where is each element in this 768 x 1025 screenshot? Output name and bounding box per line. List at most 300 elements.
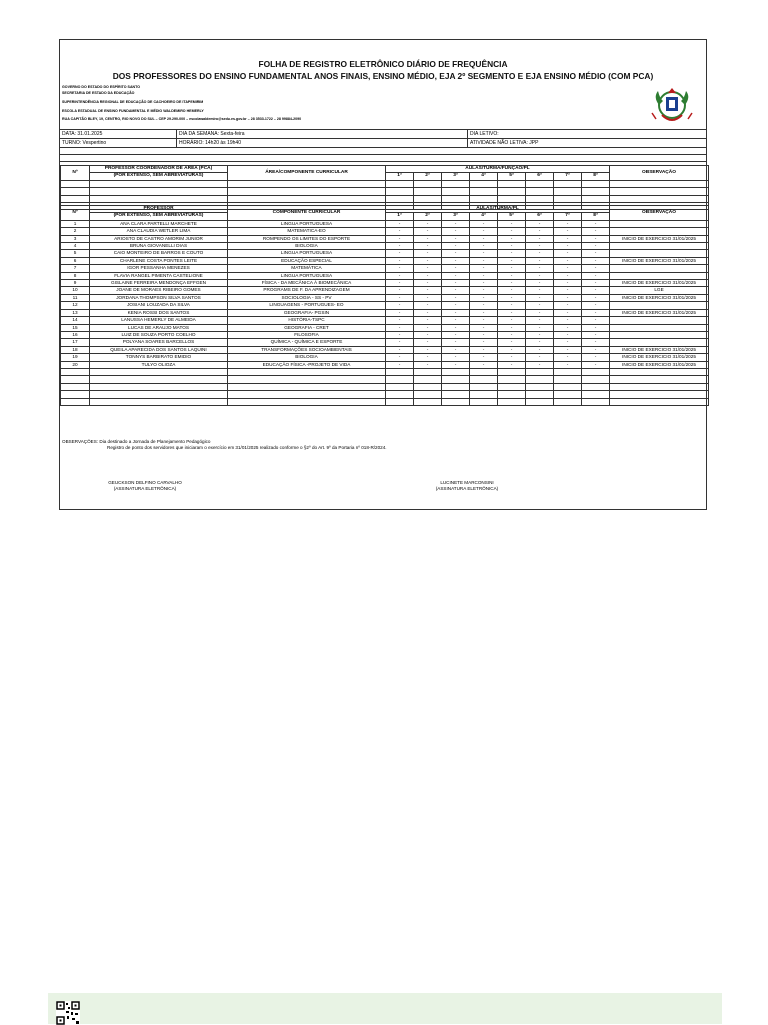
empty-cell[interactable] [414, 376, 442, 383]
period-cell[interactable]: - [470, 280, 498, 287]
period-cell[interactable]: - [470, 317, 498, 324]
empty-cell[interactable] [386, 391, 414, 398]
period-cell[interactable]: - [526, 354, 554, 361]
period-cell[interactable]: - [526, 346, 554, 353]
empty-cell[interactable] [582, 391, 610, 398]
period-cell[interactable]: - [554, 257, 582, 264]
period-cell[interactable]: - [526, 294, 554, 301]
prof-col-period-3: 3ª [442, 213, 470, 220]
period-cell[interactable]: - [414, 324, 442, 331]
empty-cell[interactable] [498, 383, 526, 390]
period-cell[interactable]: - [470, 346, 498, 353]
row-number: 19 [61, 354, 90, 361]
period-cell[interactable]: - [554, 287, 582, 294]
period-cell[interactable]: - [554, 302, 582, 309]
period-cell[interactable]: - [498, 280, 526, 287]
empty-cell[interactable] [498, 376, 526, 383]
pca-table-cell[interactable] [228, 180, 386, 187]
empty-cell[interactable] [498, 368, 526, 375]
period-cell[interactable]: - [582, 235, 610, 242]
period-cell[interactable]: - [526, 302, 554, 309]
empty-cell[interactable] [90, 368, 228, 375]
pca-table-cell[interactable] [386, 188, 414, 195]
empty-cell[interactable] [470, 376, 498, 383]
empty-cell[interactable] [442, 391, 470, 398]
period-cell[interactable]: - [386, 250, 414, 257]
period-cell[interactable]: - [414, 257, 442, 264]
period-cell[interactable]: - [442, 272, 470, 279]
period-cell[interactable]: - [554, 265, 582, 272]
period-cell[interactable]: - [386, 317, 414, 324]
empty-cell[interactable] [442, 376, 470, 383]
qr-code-icon [56, 1001, 80, 1025]
table-row [61, 324, 709, 331]
period-cell[interactable]: - [470, 265, 498, 272]
period-cell[interactable]: - [582, 272, 610, 279]
pca-table-cell[interactable] [554, 188, 582, 195]
pca-table-cell[interactable] [582, 188, 610, 195]
period-cell[interactable]: - [414, 272, 442, 279]
period-cell[interactable]: - [470, 302, 498, 309]
period-cell[interactable]: - [582, 243, 610, 250]
observation-cell [610, 339, 709, 346]
period-cell[interactable]: - [498, 331, 526, 338]
period-cell[interactable]: - [554, 235, 582, 242]
period-cell[interactable]: - [498, 243, 526, 250]
period-cell[interactable]: - [582, 346, 610, 353]
pca-col-aulas: AULAS/TURMA/FUNÇÃO/PL [386, 166, 610, 173]
period-cell[interactable]: - [414, 339, 442, 346]
period-cell[interactable]: - [498, 309, 526, 316]
table-row [61, 339, 709, 346]
period-cell[interactable]: - [582, 302, 610, 309]
period-cell[interactable]: - [386, 265, 414, 272]
empty-cell[interactable] [414, 391, 442, 398]
row-number: 8 [61, 272, 90, 279]
period-cell[interactable]: - [526, 324, 554, 331]
period-cell[interactable]: - [414, 317, 442, 324]
period-cell[interactable]: - [442, 324, 470, 331]
period-cell[interactable]: - [414, 302, 442, 309]
row-number: 3 [61, 235, 90, 242]
period-cell[interactable]: - [498, 324, 526, 331]
period-cell[interactable]: - [414, 361, 442, 368]
period-cell[interactable]: - [386, 243, 414, 250]
pca-table-cell[interactable] [90, 180, 228, 187]
empty-cell[interactable] [554, 391, 582, 398]
pca-table-cell[interactable] [470, 188, 498, 195]
empty-cell[interactable] [228, 398, 386, 405]
empty-cell[interactable] [554, 368, 582, 375]
period-cell[interactable]: - [582, 331, 610, 338]
period-cell[interactable]: - [554, 272, 582, 279]
period-cell[interactable]: - [470, 331, 498, 338]
period-cell[interactable]: - [498, 250, 526, 257]
professor-name: QUEILA APARECIDA DOS SANTOS LAQUINI [90, 346, 228, 353]
pca-table-cell[interactable] [498, 180, 526, 187]
empty-cell[interactable] [90, 391, 228, 398]
period-cell[interactable]: - [470, 228, 498, 235]
prof-col-number: Nº [61, 206, 90, 221]
period-cell[interactable]: - [582, 287, 610, 294]
period-cell[interactable]: - [582, 309, 610, 316]
period-cell[interactable]: - [470, 220, 498, 227]
pca-table-cell[interactable] [526, 195, 554, 202]
observation-cell: INICIO DE EXERCICIO 31/01/2025 [610, 354, 709, 361]
period-cell[interactable]: - [554, 220, 582, 227]
period-cell[interactable]: - [526, 331, 554, 338]
observation-cell [610, 228, 709, 235]
pca-table-cell[interactable] [442, 188, 470, 195]
empty-cell[interactable] [228, 383, 386, 390]
empty-cell[interactable] [582, 376, 610, 383]
period-cell[interactable]: - [582, 354, 610, 361]
pca-col-period-3: 3ª [442, 173, 470, 180]
period-cell[interactable]: - [414, 309, 442, 316]
pca-table-cell[interactable] [582, 180, 610, 187]
pca-table-cell[interactable] [610, 180, 709, 187]
period-cell[interactable]: - [498, 361, 526, 368]
period-cell[interactable]: - [554, 346, 582, 353]
pca-col-period-2: 2ª [414, 173, 442, 180]
row-number: 13 [61, 309, 90, 316]
sheet-subtitle: DOS PROFESSORES DO ENSINO FUNDAMENTAL ANOS FINAIS, ENSINO MÉDIO, EJA 2º SEGMENTO E EJA ENSINO MÉDIO (COM PCA) [112, 71, 654, 81]
pca-table-cell[interactable] [554, 195, 582, 202]
period-cell[interactable]: - [526, 243, 554, 250]
empty-cell[interactable] [61, 398, 90, 405]
period-cell[interactable]: - [414, 331, 442, 338]
period-cell[interactable]: - [582, 361, 610, 368]
empty-cell[interactable] [414, 368, 442, 375]
period-cell[interactable]: - [414, 250, 442, 257]
period-cell[interactable]: - [526, 361, 554, 368]
pca-table-cell[interactable] [610, 195, 709, 202]
empty-cell[interactable] [582, 368, 610, 375]
period-cell[interactable]: - [554, 324, 582, 331]
period-cell[interactable]: - [386, 228, 414, 235]
period-cell[interactable]: - [442, 302, 470, 309]
period-cell[interactable]: - [554, 250, 582, 257]
period-cell[interactable]: - [526, 257, 554, 264]
signature-left [90, 480, 200, 492]
period-cell[interactable]: - [442, 250, 470, 257]
period-cell[interactable]: - [526, 220, 554, 227]
empty-cell[interactable] [442, 368, 470, 375]
period-cell[interactable]: - [582, 257, 610, 264]
period-cell[interactable]: - [526, 280, 554, 287]
period-cell[interactable]: - [470, 354, 498, 361]
empty-cell[interactable] [386, 398, 414, 405]
period-cell[interactable]: - [442, 220, 470, 227]
curricular-component: PROGRAMS DE F. DA APRENDIZAGEM [228, 287, 386, 294]
period-cell[interactable]: - [414, 220, 442, 227]
period-cell[interactable]: - [470, 235, 498, 242]
pca-table-cell[interactable] [554, 180, 582, 187]
period-cell[interactable]: - [386, 272, 414, 279]
period-cell[interactable]: - [582, 228, 610, 235]
period-cell[interactable]: - [582, 265, 610, 272]
empty-cell[interactable] [610, 391, 709, 398]
observation-cell: LGE [610, 287, 709, 294]
pca-table-cell[interactable] [414, 195, 442, 202]
period-cell[interactable]: - [386, 235, 414, 242]
pca-table-cell[interactable] [414, 188, 442, 195]
period-cell[interactable]: - [386, 287, 414, 294]
empty-cell[interactable] [414, 383, 442, 390]
period-cell[interactable]: - [470, 324, 498, 331]
period-cell[interactable]: - [442, 235, 470, 242]
period-cell[interactable]: - [414, 294, 442, 301]
empty-cell[interactable] [554, 398, 582, 405]
pca-table-cell[interactable] [90, 188, 228, 195]
pca-table-cell[interactable] [386, 195, 414, 202]
period-cell[interactable]: - [498, 339, 526, 346]
period-cell[interactable]: - [582, 324, 610, 331]
prof-col-period-6: 6ª [526, 213, 554, 220]
pca-col-period-7: 7ª [554, 173, 582, 180]
period-cell[interactable]: - [414, 280, 442, 287]
empty-cell[interactable] [526, 383, 554, 390]
period-cell[interactable]: - [498, 346, 526, 353]
empty-cell[interactable] [470, 398, 498, 405]
pca-table-cell[interactable] [61, 180, 90, 187]
period-cell[interactable]: - [386, 280, 414, 287]
empty-cell[interactable] [61, 383, 90, 390]
period-cell[interactable]: - [442, 280, 470, 287]
period-cell[interactable]: - [386, 294, 414, 301]
empty-cell[interactable] [386, 376, 414, 383]
period-cell[interactable]: - [470, 339, 498, 346]
period-cell[interactable]: - [582, 317, 610, 324]
pca-table-cell[interactable] [61, 195, 90, 202]
period-cell[interactable]: - [526, 317, 554, 324]
period-cell[interactable]: - [526, 235, 554, 242]
period-cell[interactable]: - [526, 287, 554, 294]
period-cell[interactable]: - [526, 228, 554, 235]
empty-cell[interactable] [526, 376, 554, 383]
pca-table-cell[interactable] [386, 180, 414, 187]
period-cell[interactable]: - [526, 339, 554, 346]
row-number: 15 [61, 324, 90, 331]
period-cell[interactable]: - [414, 287, 442, 294]
period-cell[interactable]: - [386, 331, 414, 338]
period-cell[interactable]: - [414, 265, 442, 272]
period-cell[interactable]: - [442, 331, 470, 338]
pca-table-cell[interactable] [498, 188, 526, 195]
period-cell[interactable]: - [498, 287, 526, 294]
pca-table-cell[interactable] [442, 180, 470, 187]
period-cell[interactable]: - [554, 339, 582, 346]
empty-cell[interactable] [582, 398, 610, 405]
empty-cell[interactable] [90, 383, 228, 390]
empty-cell[interactable] [582, 383, 610, 390]
prof-col-observation: OBSERVAÇÃO [610, 206, 709, 221]
empty-cell[interactable] [61, 376, 90, 383]
pca-table-cell[interactable] [442, 195, 470, 202]
table-row [61, 294, 709, 301]
period-cell[interactable]: - [414, 354, 442, 361]
sheet-title: FOLHA DE REGISTRO ELETRÔNICO DIÁRIO DE FREQUÊNCIA [258, 59, 508, 69]
empty-cell[interactable] [386, 383, 414, 390]
professor-name: KENIA ROSSI DOS SANTOS [90, 309, 228, 316]
empty-cell[interactable] [610, 368, 709, 375]
empty-cell[interactable] [442, 398, 470, 405]
period-cell[interactable]: - [386, 324, 414, 331]
curricular-component: LINGUA PORTUGUESA [228, 250, 386, 257]
empty-cell[interactable] [386, 368, 414, 375]
period-cell[interactable]: - [470, 309, 498, 316]
table-row [61, 354, 709, 361]
empty-cell[interactable] [90, 398, 228, 405]
period-cell[interactable]: - [442, 309, 470, 316]
period-cell[interactable]: - [498, 317, 526, 324]
empty-cell[interactable] [610, 383, 709, 390]
period-cell[interactable]: - [526, 265, 554, 272]
period-cell[interactable]: - [386, 220, 414, 227]
period-cell[interactable]: - [442, 361, 470, 368]
period-cell[interactable]: - [442, 243, 470, 250]
period-cell[interactable]: - [442, 294, 470, 301]
empty-cell[interactable] [61, 391, 90, 398]
empty-cell[interactable] [526, 398, 554, 405]
period-cell[interactable]: - [498, 272, 526, 279]
period-cell[interactable]: - [526, 309, 554, 316]
empty-cell[interactable] [228, 368, 386, 375]
signature-right-name: LUCINETE MARCONSINI [440, 480, 494, 485]
period-cell[interactable]: - [470, 272, 498, 279]
pca-table-cell[interactable] [61, 188, 90, 195]
table-row [61, 361, 709, 368]
period-cell[interactable]: - [442, 228, 470, 235]
pca-table-cell[interactable] [610, 188, 709, 195]
period-cell[interactable]: - [554, 331, 582, 338]
empty-cell[interactable] [610, 398, 709, 405]
period-cell[interactable]: - [386, 302, 414, 309]
period-cell[interactable]: - [582, 339, 610, 346]
table-row-empty [61, 398, 709, 405]
period-cell[interactable]: - [386, 361, 414, 368]
pca-table-cell[interactable] [526, 180, 554, 187]
empty-cell[interactable] [554, 383, 582, 390]
period-cell[interactable]: - [526, 272, 554, 279]
period-cell[interactable]: - [582, 280, 610, 287]
pca-table-cell[interactable] [228, 195, 386, 202]
period-cell[interactable]: - [470, 287, 498, 294]
observation-cell [610, 302, 709, 309]
empty-cell[interactable] [498, 391, 526, 398]
table-row [61, 265, 709, 272]
pca-table-cell[interactable] [470, 180, 498, 187]
period-cell[interactable]: - [386, 354, 414, 361]
period-cell[interactable]: - [582, 220, 610, 227]
professor-name: JOSIANI LOUZADA DA SILVA [90, 302, 228, 309]
table-row-empty [61, 376, 709, 383]
period-cell[interactable]: - [442, 265, 470, 272]
period-cell[interactable]: - [470, 257, 498, 264]
period-cell[interactable]: - [442, 339, 470, 346]
pca-table-cell[interactable] [526, 188, 554, 195]
empty-cell[interactable] [470, 368, 498, 375]
date-value: DATA: 31.01.2025 [62, 131, 103, 137]
pca-table-cell[interactable] [582, 195, 610, 202]
period-cell[interactable]: - [414, 228, 442, 235]
period-cell[interactable]: - [554, 354, 582, 361]
empty-cell[interactable] [61, 368, 90, 375]
period-cell[interactable]: - [498, 220, 526, 227]
period-cell[interactable]: - [442, 354, 470, 361]
empty-cell[interactable] [470, 391, 498, 398]
period-cell[interactable]: - [554, 294, 582, 301]
empty-cell[interactable] [228, 376, 386, 383]
period-cell[interactable]: - [498, 235, 526, 242]
pca-table-cell[interactable] [414, 180, 442, 187]
period-cell[interactable]: - [582, 250, 610, 257]
period-cell[interactable]: - [414, 235, 442, 242]
period-cell[interactable]: - [470, 294, 498, 301]
period-cell[interactable]: - [582, 294, 610, 301]
empty-cell[interactable] [90, 376, 228, 383]
empty-cell[interactable] [414, 398, 442, 405]
period-cell[interactable]: - [526, 250, 554, 257]
period-cell[interactable]: - [498, 354, 526, 361]
pca-table-cell[interactable] [90, 195, 228, 202]
row-number: 1 [61, 220, 90, 227]
empty-cell[interactable] [554, 376, 582, 383]
period-cell[interactable]: - [554, 228, 582, 235]
weekday-value: DIA DA SEMANA: Sexta-feira [179, 131, 245, 137]
empty-cell[interactable] [526, 391, 554, 398]
professor-name: ARIOSTO DE CASTRO AMORIM JUNIOR [90, 235, 228, 242]
period-cell[interactable]: - [498, 265, 526, 272]
empty-cell[interactable] [228, 391, 386, 398]
period-cell[interactable]: - [442, 287, 470, 294]
period-cell[interactable]: - [414, 346, 442, 353]
empty-cell[interactable] [526, 368, 554, 375]
period-cell[interactable]: - [442, 257, 470, 264]
empty-cell[interactable] [442, 383, 470, 390]
period-cell[interactable]: - [442, 346, 470, 353]
period-cell[interactable]: - [498, 257, 526, 264]
footer-bar [48, 993, 722, 1024]
period-cell[interactable]: - [470, 361, 498, 368]
period-cell[interactable]: - [442, 317, 470, 324]
pca-table-cell[interactable] [228, 188, 386, 195]
period-cell[interactable]: - [554, 361, 582, 368]
period-cell[interactable]: - [386, 309, 414, 316]
pca-table-cell[interactable] [470, 195, 498, 202]
curricular-component: QUÍMICA - QUÍMICA E ESPORTE [228, 339, 386, 346]
period-cell[interactable]: - [554, 243, 582, 250]
period-cell[interactable]: - [498, 302, 526, 309]
period-cell[interactable]: - [554, 280, 582, 287]
period-cell[interactable]: - [386, 346, 414, 353]
period-cell[interactable]: - [470, 243, 498, 250]
period-cell[interactable]: - [498, 228, 526, 235]
period-cell[interactable]: - [386, 257, 414, 264]
row-number: 14 [61, 317, 90, 324]
empty-cell[interactable] [610, 376, 709, 383]
period-cell[interactable]: - [386, 339, 414, 346]
period-cell[interactable]: - [414, 243, 442, 250]
professor-name: CHARLENE COSTA PONTES LEITE [90, 257, 228, 264]
period-cell[interactable]: - [554, 309, 582, 316]
period-cell[interactable]: - [470, 250, 498, 257]
empty-cell[interactable] [498, 398, 526, 405]
period-cell[interactable]: - [554, 317, 582, 324]
pca-table-cell[interactable] [498, 195, 526, 202]
empty-cell[interactable] [470, 383, 498, 390]
period-cell[interactable]: - [498, 294, 526, 301]
